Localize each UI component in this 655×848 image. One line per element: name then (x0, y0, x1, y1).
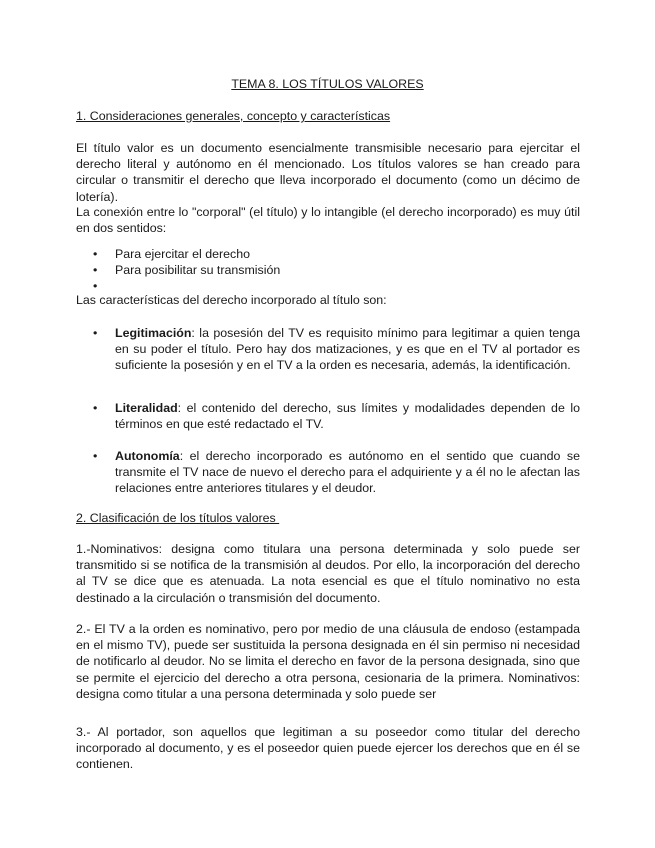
section-2-heading: 2. Clasificación de los títulos valores (76, 511, 280, 525)
characteristic-item-legitimacion: • Legitimación: la posesión del TV es requisito mínimo para legitimar a quien tenga en su poder el título. Pero hay dos matizaciones, y es que en el TV al portador es suficiente la posesión y en el TV a la orden es necesaria, además, la identificación. (93, 326, 580, 373)
section-1-paragraph-connection: La conexión entre lo "corporal" (el título) y lo intangible (el derecho incorporado) es muy útil en dos sentidos: (76, 205, 580, 236)
bullet-icon: • (93, 247, 98, 261)
page-title: TEMA 8. LOS TÍTULOS VALORES (231, 77, 424, 91)
term: Autonomía (115, 449, 180, 463)
list-item: • Para posibilitar su transmisión (93, 263, 281, 277)
bullet-icon: • (93, 279, 98, 293)
section-1-paragraph-definition: El título valor es un documento esencialmente transmisible necesario para ejercitar el derecho literal y autónomo en él mencionado. Los títulos valores se han creado para circular o transmitir el derecho que lleva incorporado el documento (como un décimo de lotería). (76, 141, 580, 204)
bullet-icon: • (93, 263, 98, 277)
term: Literalidad (115, 401, 178, 415)
uses-list (76, 246, 580, 294)
bullet-icon: • (93, 326, 98, 340)
bullet-icon: • (93, 401, 98, 415)
section-1-heading: 1. Consideraciones generales, concepto y características (76, 109, 391, 123)
term: Legitimación (115, 326, 192, 340)
characteristic-item-literalidad: • Literalidad: el contenido del derecho, sus límites y modalidades dependen de lo términos en que esté redactado el TV. (93, 401, 580, 432)
list-item: • Para ejercitar el derecho (93, 247, 250, 261)
bullet-icon: • (93, 449, 98, 463)
section-2-paragraph-a-la-orden: 2.- El TV a la orden es nominativo, pero por medio de una cláusula de endoso (estampada en el mismo TV), puede ser sustituida la persona designada en él sin permiso ni necesidad de notificarlo al deudor. No se limita el derecho en favor de la persona designada, sino que se permite el ejercicio del derecho a otra persona, cesionaria de la primera. Nominativos: designa como titular a una persona determinada y solo puede ser (76, 622, 580, 701)
section-2-paragraph-nominativos: 1.-Nominativos: designa como titulara una persona determinada y solo puede ser transmitido si se notifica de la transmisión al deudos. Por ello, la incorporación del derecho al TV se dice que es atenuada. La nota esencial es que el título nominativo no esta destinado a la circulación o transmisión del documento. (76, 542, 580, 605)
section-2-paragraph-al-portador: 3.- Al portador, son aquellos que legitiman a su poseedor como titular del derecho incorporado al documento, y es el poseedor quien puede ejercer los derechos que en él se contienen. (76, 725, 580, 772)
characteristic-item-autonomia: • Autonomía: el derecho incorporado es autónomo en el sentido que cuando se transmite el TV nace de nuevo el derecho para el adquiriente y a él no le afectan las relaciones entre anteriores titulares y el deudor. (93, 449, 580, 496)
section-1-paragraph-characteristics: Las características del derecho incorporado al título son: (76, 293, 387, 307)
